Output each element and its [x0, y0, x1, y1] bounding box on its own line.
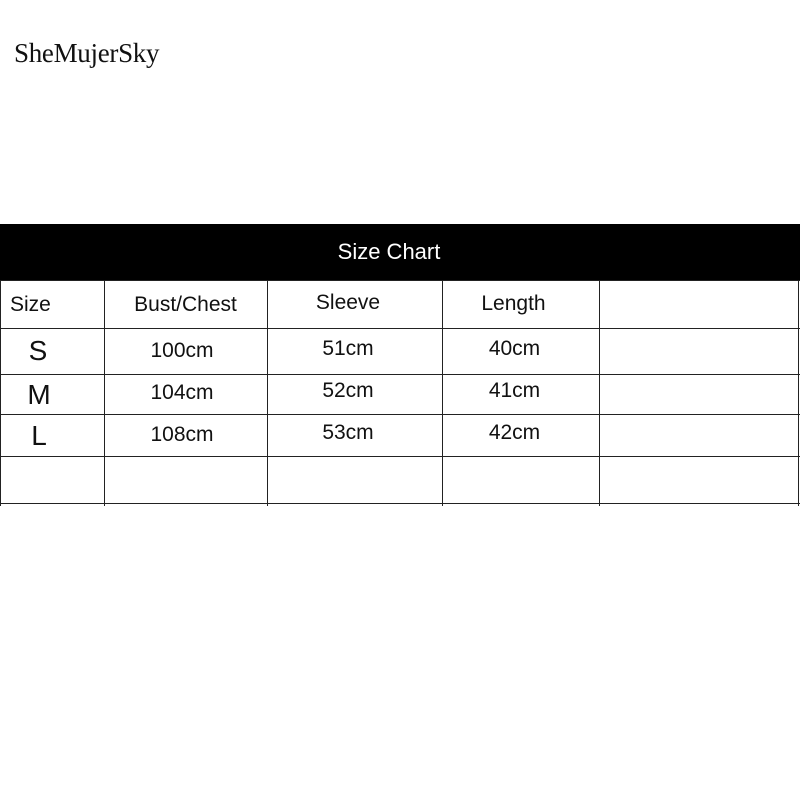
sleeve-value-s: 51cm — [322, 337, 374, 360]
table-column-divider — [599, 280, 600, 506]
size-label-m: M — [27, 379, 51, 410]
size-label-s: S — [28, 335, 48, 366]
table-divider — [0, 414, 800, 415]
bust-value-m: 104cm — [150, 381, 214, 404]
table-divider — [0, 456, 800, 457]
column-header-size: Size — [10, 293, 51, 316]
length-value-m: 41cm — [488, 379, 541, 402]
column-header-sleeve: Sleeve — [315, 291, 381, 314]
bust-value-l: 108cm — [150, 423, 214, 446]
table-divider — [0, 328, 800, 329]
column-header-bust: Bust/Chest — [134, 293, 237, 316]
size-table — [0, 280, 800, 506]
column-header-length: Length — [481, 292, 546, 315]
length-value-l: 42cm — [488, 421, 541, 444]
table-divider — [0, 280, 800, 281]
size-chart-title: Size Chart — [337, 239, 441, 264]
length-value-s: 40cm — [488, 337, 541, 360]
sleeve-value-m: 52cm — [322, 379, 374, 402]
table-divider — [0, 374, 800, 375]
size-label-l: L — [31, 420, 47, 451]
sleeve-value-l: 53cm — [322, 421, 374, 444]
table-divider — [0, 503, 800, 504]
table-column-divider — [798, 280, 799, 506]
brand-logo-text: SheMujerSky — [14, 38, 160, 68]
bust-value-s: 100cm — [150, 339, 214, 362]
size-chart-title-bar — [0, 224, 800, 280]
